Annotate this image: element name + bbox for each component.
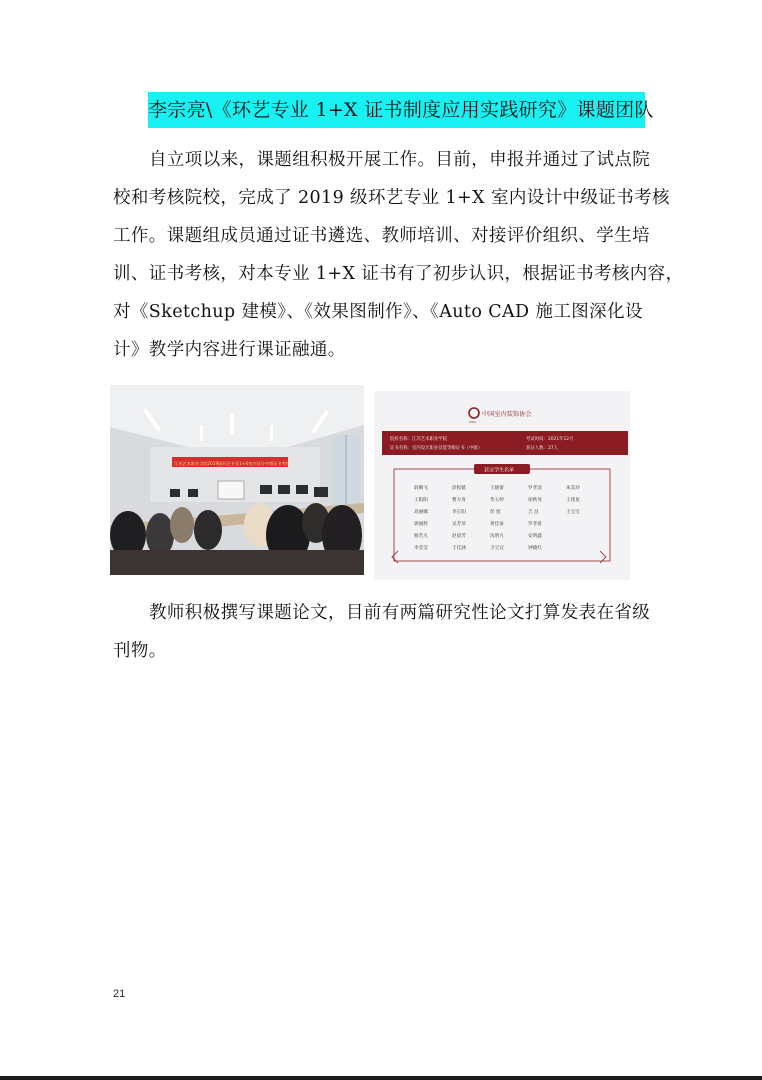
- cert-name: 王建星: [566, 498, 580, 503]
- certificate-photo: [374, 391, 630, 580]
- paragraph-line: 对《Sketchup 建模》、《效果图制作》、《Auto CAD 施工图深化设: [113, 302, 643, 322]
- cert-name: 高丽娜: [414, 510, 428, 515]
- bottom-rule: [0, 1076, 762, 1080]
- cert-name: 李莹莹: [414, 546, 428, 551]
- photo-banner-text: 江苏艺术职业学院2019级环艺专业1+X室内设计中级证书考核: [174, 461, 291, 466]
- cert-name: 华玉婷: [490, 498, 504, 503]
- cert-info-cert: 证书名称：室内设计职业技能等级证书（中级）: [390, 446, 483, 451]
- cert-info-school: 院校名称：江苏艺术职业学院: [390, 437, 448, 442]
- paragraph-progress: [113, 141, 684, 369]
- paragraph-line: 训、证书考核，对本专业 1+X 证书有了初步认识，根据证书考核内容，: [113, 264, 684, 284]
- cert-name: 卫宝宜: [490, 546, 504, 551]
- cert-org-abbr: CIDA: [469, 420, 477, 424]
- cert-name: 黄佳豪: [490, 522, 504, 527]
- paragraph-line: 工作。课题组成员通过证书遴选、教师培训、对接评价组织、学生培: [113, 226, 650, 246]
- paragraph-line: 自立项以来，课题组积极开展工作。目前，申报并通过了试点院: [149, 150, 651, 170]
- cert-name: 王佳涵: [452, 546, 466, 551]
- cert-name: 吴芳菲: [452, 522, 466, 527]
- document-title: 李宗亮\《环艺专业 1+X 证书制度应用实践研究》课题团队: [148, 92, 645, 128]
- cert-name: 曹方青: [452, 498, 466, 503]
- cert-name: 赵晨芳: [452, 534, 466, 539]
- cert-name: 吉 昌: [528, 510, 539, 515]
- cert-name: 彭 旭: [490, 510, 501, 515]
- cert-info-date: 考试时间：2021年12月: [526, 437, 574, 442]
- paragraph-line: 教师积极撰写课题论文，目前有两篇研究性论文打算发表在省级: [149, 603, 651, 623]
- cert-name: 王宝宝: [566, 510, 580, 515]
- cert-name: 郭丽辉: [414, 522, 428, 527]
- cert-name: 安明鑫: [528, 534, 542, 539]
- cert-list-title: 获证学生名单: [484, 467, 515, 474]
- cert-name: 涂程薇: [452, 486, 466, 491]
- cert-name: 沈明月: [490, 534, 504, 539]
- cert-name: 薛腾飞: [414, 486, 428, 491]
- cert-name: 朱美玲: [566, 486, 580, 491]
- cert-name: 李正阳: [452, 510, 466, 515]
- cert-name: 王阳阳: [414, 498, 428, 503]
- cert-name: 王晓蕾: [490, 486, 504, 491]
- page-number: 21: [113, 988, 126, 1000]
- cert-name: 钟晓红: [528, 546, 542, 551]
- classroom-photo: [110, 385, 364, 575]
- cert-org-name: 中国室内装饰协会: [482, 411, 532, 418]
- cert-info-count: 获证人数：27人: [526, 446, 558, 451]
- cert-name: 罗孝浪: [528, 486, 542, 491]
- paragraph-line: 校和考核院校，完成了 2019 级环艺专业 1+X 室内设计中级证书考核: [113, 188, 670, 208]
- cert-name: 罗孝希: [528, 522, 542, 527]
- paragraph-line: 刊物。: [113, 641, 167, 661]
- paragraph-papers: [113, 594, 649, 670]
- cert-name: 徐秋英: [528, 498, 542, 503]
- cert-name: 杨若凡: [414, 534, 428, 539]
- paragraph-line: 计》教学内容进行课证融通。: [113, 340, 346, 360]
